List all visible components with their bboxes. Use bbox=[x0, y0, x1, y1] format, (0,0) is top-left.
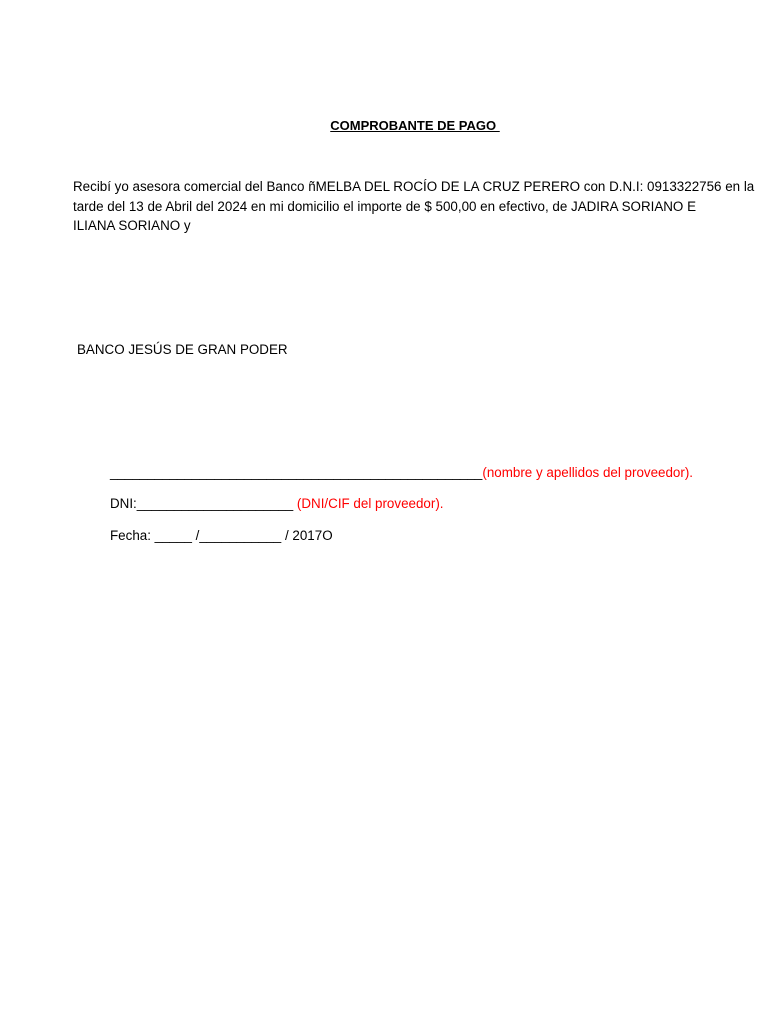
signature-note: (nombre y apellidos del proveedor). bbox=[482, 465, 694, 480]
date-text: Fecha: _____ /___________ / 2017O bbox=[110, 528, 333, 543]
paragraph-line-1: Recibí yo asesora comercial del Banco ñMELBA DEL ROCÍO DE LA CRUZ PERERO con D.N.I: 0913322756 en la bbox=[73, 179, 755, 194]
signature-line bbox=[110, 463, 693, 482]
signature-blank: __________________________________________________ bbox=[110, 465, 483, 480]
receipt-paragraph bbox=[73, 177, 755, 236]
dni-note: (DNI/CIF del proveedor). bbox=[296, 496, 444, 511]
document-title-text: COMPROBANTE DE PAGO bbox=[330, 118, 500, 133]
bank-name: BANCO JESÚS DE GRAN PODER bbox=[77, 342, 288, 357]
document-title bbox=[0, 117, 768, 135]
dni-line bbox=[110, 494, 444, 513]
paragraph-line-3: ILIANA SORIANO y bbox=[73, 218, 191, 233]
dni-label: DNI:_____________________ bbox=[110, 496, 297, 511]
date-line bbox=[110, 526, 333, 545]
paragraph-line-2: tarde del 13 de Abril del 2024 en mi domicilio el importe de $ 500,00 en efectivo, de JADIRA SORIANO E bbox=[73, 198, 697, 214]
